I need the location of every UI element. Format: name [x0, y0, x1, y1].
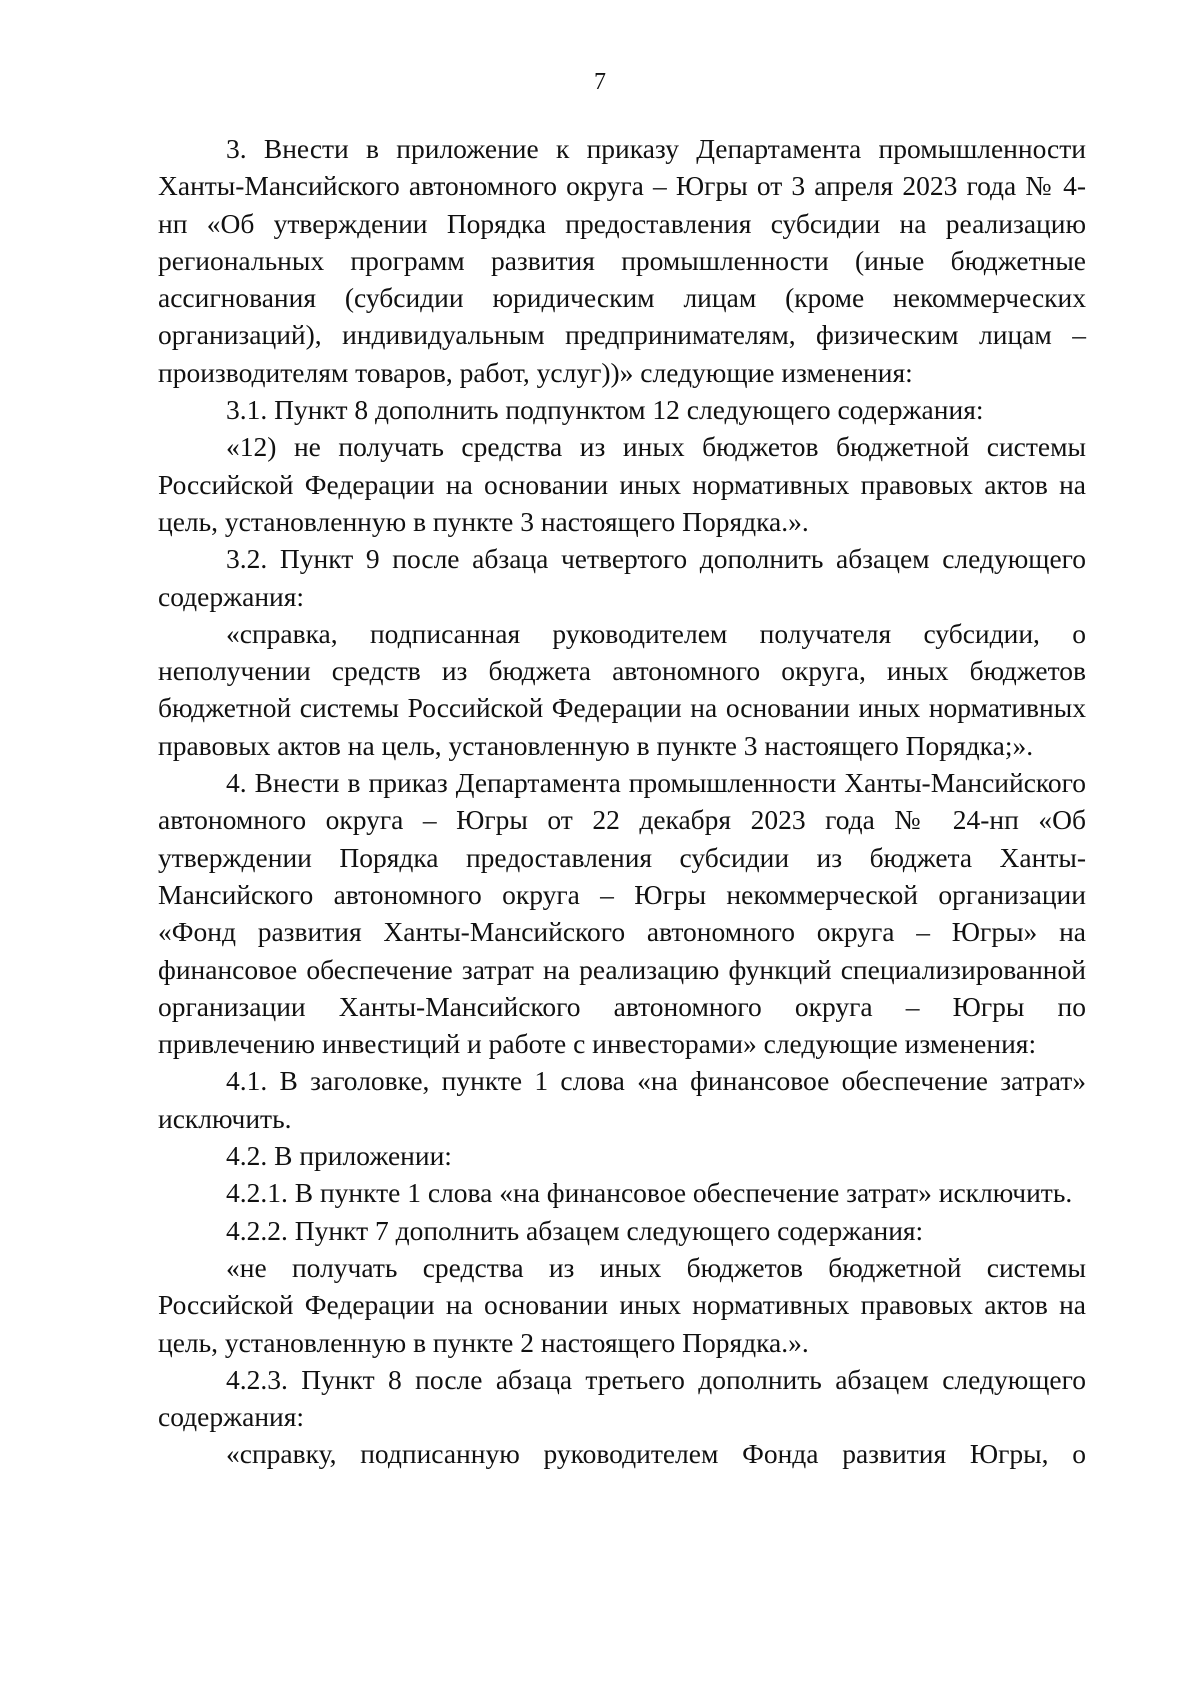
document-body: [158, 130, 1086, 1473]
paragraph-item-3-1: 3.1. Пункт 8 дополнить подпунктом 12 следующего содержания:: [226, 394, 984, 426]
paragraph-item-4-2-1: 4.2.1. В пункте 1 слова «на финансовое обеспечение затрат» исключить.: [226, 1177, 1073, 1209]
paragraph-quote-fund-certificate: «справку, подписанную руководителем Фонда развития Югры, о: [226, 1438, 1086, 1470]
paragraph-item-4-2: 4.2. В приложении:: [226, 1140, 452, 1172]
paragraph-item-3: 3. Внести в приложение к приказу Департамента промышленности Ханты-Мансийского автономного округа – Югры от 3 апреля 2023 года № 4-нп «Об утверждении Порядка предоставления субсидии на реализацию региональных программ развития промышленности (иные бюджетные ассигнования (субсидии юридическим лицам (кроме некоммерческих организаций), индивидуальным предпринимателям, физическим лицам – производителям товаров, работ, услуг))» следующие изменения:: [158, 133, 1086, 388]
paragraph-item-3-2: 3.2. Пункт 9 после абзаца четвертого дополнить абзацем следующего содержания:: [158, 543, 1086, 612]
paragraph-item-4-2-2: 4.2.2. Пункт 7 дополнить абзацем следующего содержания:: [226, 1214, 924, 1246]
paragraph-quote-item-12: «12) не получать средства из иных бюджетов бюджетной системы Российской Федерации на основании иных нормативных правовых актов на цель, установленную в пункте 3 настоящего Порядка.».: [158, 431, 1086, 537]
paragraph-quote-certificate: «справка, подписанная руководителем получателя субсидии, о неполучении средств из бюджета автономного округа, иных бюджетов бюджетной системы Российской Федерации на основании иных нормативных правовых актов на цель, установленную в пункте 3 настоящего Порядка;».: [158, 617, 1086, 761]
paragraph-item-4: 4. Внести в приказ Департамента промышленности Ханты-Мансийского автономного округа – Югры от 22 декабря 2023 года № 24-нп «Об утверждении Порядка предоставления субсидии из бюджета Ханты-Мансийского автономного округа – Югры некоммерческой организации «Фонд развития Ханты-Мансийского автономного округа – Югры» на финансовое обеспечение затрат на реализацию функций специализированной организации Ханты-Мансийского автономного округа – Югры по привлечению инвестиций и работе с инвесторами» следующие изменения:: [158, 767, 1086, 1060]
page-number: 7: [594, 69, 606, 95]
paragraph-item-4-2-3: 4.2.3. Пункт 8 после абзаца третьего дополнить абзацем следующего содержания:: [158, 1363, 1086, 1433]
paragraph-item-4-1: 4.1. В заголовке, пункте 1 слова «на финансовое обеспечение затрат» исключить.: [158, 1065, 1086, 1134]
paragraph-quote-item-7: «не получать средства из иных бюджетов бюджетной системы Российской Федерации на основании иных нормативных правовых актов на цель, установленную в пункте 2 настоящего Порядка.».: [158, 1251, 1086, 1358]
